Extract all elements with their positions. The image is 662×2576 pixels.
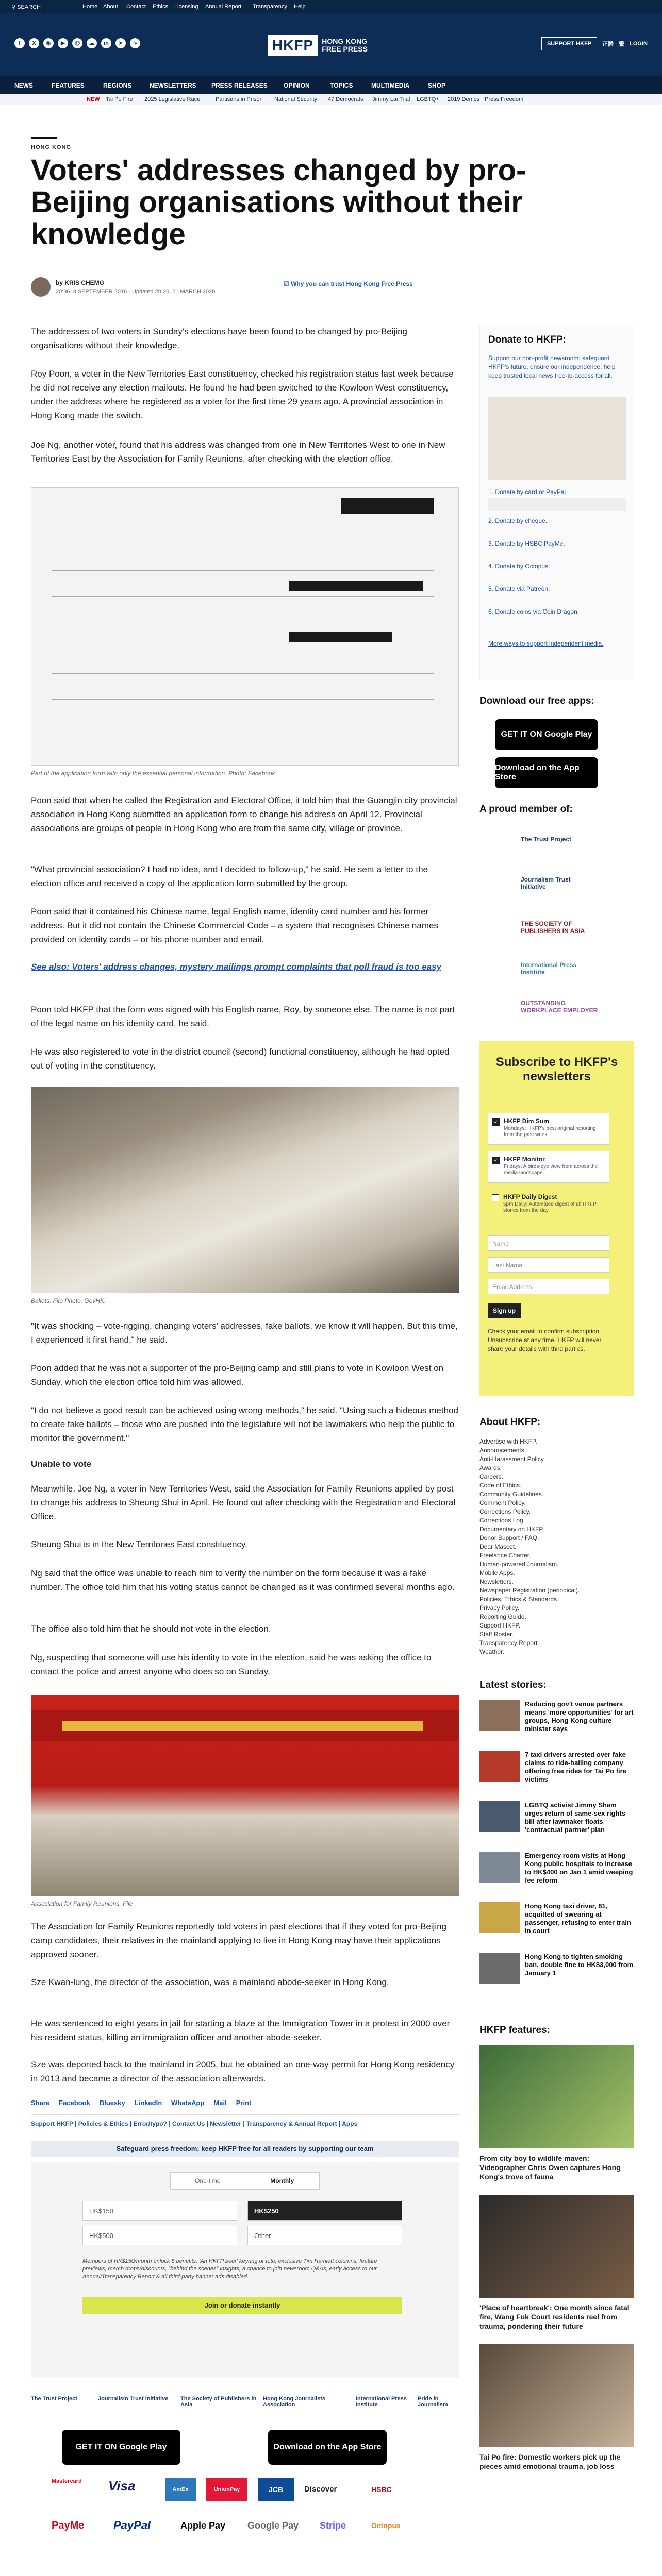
site-header xyxy=(0,13,662,76)
paragraph: Poon told HKFP that the form was signed with his English name, Roy, by someone else. The name is not part of the legal name on his identity card, he said. xyxy=(31,1005,455,1028)
top-link-transparency[interactable]: Transparency xyxy=(253,4,287,10)
feature-headline[interactable]: 'Place of heartbreak': One month since fatal fire, Wang Fuk Court residents reel from trauma, pondering their future xyxy=(479,2303,630,2330)
paypal-icon: PayPal xyxy=(113,2519,151,2532)
donate-option-octopus[interactable]: 4. Donate by Octopus. xyxy=(488,563,550,570)
join-button[interactable]: Join or donate instantly xyxy=(82,2297,402,2314)
association-photo xyxy=(31,1695,459,1896)
paragraph: Poon said that it contained his Chinese name, legal English name, identity card number and his former address. But it did not contain the Chinese Commercial Code – a system that recognises Chinese names provided on identity cards – or his phone number and email. xyxy=(31,907,438,944)
article-title: Voters' addresses changed by pro-Beijing organisations without their knowledge xyxy=(31,154,526,251)
paragraph: Meanwhile, Joe Ng, a voter in New Territories West, said the Association for Family Reunions applied by post to change his address to Sheung Shui in April. He found out after checking with the Registration and Electoral Office. xyxy=(31,1484,456,1521)
jti-logo[interactable]: Journalism Trust Initiative xyxy=(521,876,571,890)
about-link[interactable]: Comment Policy. xyxy=(479,1499,526,1506)
paragraph: Sze Kwan-lung, the director of the association, was a mainland abode-seeker in Hong Kong. xyxy=(31,1977,389,1987)
apps-title: Download our free apps: xyxy=(479,696,594,706)
ipi-logo: International Press Institute xyxy=(356,2396,407,2408)
see-also-link[interactable]: See also: Voters' address changes, mystery mailings prompt complaints that poll fraud is too easy xyxy=(31,962,442,972)
more-ways-link[interactable]: More ways to support independent media. xyxy=(488,640,604,647)
amount-option[interactable]: HK$500 xyxy=(82,2226,237,2245)
donate-option-payme[interactable]: 3. Donate by HSBC PayMe. xyxy=(488,540,565,547)
google-play-button[interactable]: GET IT ON Google Play xyxy=(495,719,598,750)
jti-logo: Journalism Trust Initiative xyxy=(98,2396,169,2402)
instagram-icon[interactable]: ◉ xyxy=(43,38,54,48)
donate-option-patreon[interactable]: 5. Donate via Patreon. xyxy=(488,585,550,592)
bluesky-icon[interactable]: ☁ xyxy=(87,38,97,48)
feature-headline[interactable]: Tai Po fire: Domestic workers pick up the pieces amid emotional trauma, job loss xyxy=(479,2453,621,2470)
newsletter-note: Check your email to confirm subscription. Unsubscribe at any time. HKFP will never share your details with third parties. xyxy=(488,1328,602,1352)
about-link[interactable]: Corrections Log. xyxy=(479,1517,525,1524)
paragraph: He was sentenced to eight years in jail for starting a blaze at the Immigration Tower in a protest in 2000 over his resident status, killing an immigration officer and another abode-seeker. xyxy=(31,2019,450,2042)
telegram-icon[interactable]: ➤ xyxy=(115,38,126,48)
google-pay-icon: Google Pay xyxy=(247,2520,299,2531)
about-link[interactable]: Mobile Apps. xyxy=(479,1569,515,1577)
kicker-rule xyxy=(31,137,57,139)
nav-regions[interactable]: REGIONS xyxy=(103,82,132,89)
image-caption: Association for Family Reunions. File xyxy=(31,1900,133,1907)
paragraph: Sze was deported back to the mainland in 2005, but he obtained an one-way permit for Hong Kong residency in 2013 and became a director of the association afterwards. xyxy=(31,2060,455,2083)
paragraph: Joe Ng, another voter, found that his address was changed from one in New Territories West to one in New Territories East by the Association for Family Reunions, after checking with the election office. xyxy=(31,440,445,464)
last-name-input[interactable]: Last Name xyxy=(488,1257,609,1273)
language-traditional[interactable]: 正體 xyxy=(602,41,614,47)
payment-methods xyxy=(31,2478,459,2561)
logo-text: HONG KONG FREE PRESS xyxy=(322,37,368,53)
feature-image[interactable] xyxy=(479,2195,634,2298)
top-link-annual-report[interactable]: Annual Report xyxy=(205,4,242,10)
paragraph: The office also told him that he should not vote in the election. xyxy=(31,1624,271,1634)
paragraph: "What provincial association? I had no idea, and I decided to follow-up," he said. He sent a letter to the election office and received a copy of the application form submitted by the group. xyxy=(31,865,428,888)
facebook-icon[interactable]: f xyxy=(14,38,25,48)
amount-option-selected[interactable]: HK$250 xyxy=(247,2201,402,2221)
top-link-ethics[interactable]: Ethics xyxy=(153,4,168,10)
pride-logo: Pride in Journalism xyxy=(418,2396,448,2408)
app-store-button[interactable]: Download on the App Store xyxy=(268,2430,387,2465)
nav-topics[interactable]: TOPICS xyxy=(330,82,353,89)
language-simplified[interactable]: 繁 xyxy=(619,41,625,47)
about-title: About HKFP: xyxy=(479,1417,541,1428)
google-play-button[interactable]: GET IT ON Google Play xyxy=(62,2430,180,2465)
nav-shop[interactable]: SHOP xyxy=(428,82,446,89)
about-link[interactable]: Careers. xyxy=(479,1473,504,1480)
paragraph: "It was shocking – vote-rigging, changing voters' addresses, fake ballots, we know it will happen. But this time, I experienced it first hand," he said. xyxy=(31,1321,458,1345)
share-facebook[interactable]: Facebook xyxy=(59,2099,90,2107)
paragraph: Roy Poon, a voter in the New Territories East constituency, checked his registration status last week because he did not receive any election mailouts. He found he had been switched to the Kowloon West constituency, under the address where he registered as a voter for the first time 29 years ago. A provincial association in Hong Kong made the switch. xyxy=(31,369,454,420)
image-caption: Part of the application form with only the essential personal information. Photo: Facebook. xyxy=(31,770,277,777)
ipi-logo[interactable]: International Press Institute xyxy=(521,961,577,976)
top-link-home[interactable]: Home xyxy=(82,4,98,10)
about-link[interactable]: Weather. xyxy=(479,1648,504,1655)
login-link[interactable]: LOGIN xyxy=(630,41,648,47)
trending-link[interactable]: National Security xyxy=(274,96,318,103)
donate-option-card[interactable]: 1. Donate by card or PayPal. xyxy=(488,488,568,496)
share-bluesky[interactable]: Bluesky xyxy=(99,2099,125,2107)
main-nav xyxy=(0,76,662,94)
paragraph: He was also registered to vote in the district council (second) functional constituency, although he had opted out of voting in the constituency. xyxy=(31,1047,450,1071)
about-link[interactable]: Human-powered Journalism. xyxy=(479,1561,559,1568)
one-time-tab[interactable]: One-time xyxy=(195,2177,221,2184)
trust-project-logo[interactable]: The Trust Project xyxy=(521,836,572,843)
support-links[interactable]: Support HKFP | Policies & Ethics | Error/typo? | Contact Us | Newsletter | Transparency & Annual Report | Apps xyxy=(31,2114,459,2127)
about-link[interactable]: Awards. xyxy=(479,1464,502,1471)
about-link[interactable]: Documentary on HKFP. xyxy=(479,1526,544,1533)
category-label[interactable]: HONG KONG xyxy=(31,144,72,150)
threads-icon[interactable]: @ xyxy=(72,38,82,48)
hkja-logo: Hong Kong Journalists Association xyxy=(263,2396,325,2408)
share-linkedin[interactable]: LinkedIn xyxy=(134,2099,162,2107)
outstanding-employer-logo[interactable]: OUTSTANDING WORKPLACE EMPLOYER xyxy=(521,999,598,1014)
member-title: A proud member of: xyxy=(479,804,573,815)
paragraph: The addresses of two voters in Sunday's elections have been found to be changed by pro-Beijing organisations without their knowledge. xyxy=(31,327,407,350)
sopa-logo[interactable]: THE SOCIETY OF PUBLISHERS IN ASIA xyxy=(521,920,585,935)
site-logo[interactable] xyxy=(268,35,368,56)
newsletter-box xyxy=(479,1041,634,1396)
latest-title: Latest stories: xyxy=(479,1680,547,1690)
unionpay-icon: UnionPay xyxy=(206,2478,247,2501)
trending-label: NEW xyxy=(87,96,100,103)
support-hkfp-button[interactable]: SUPPORT HKFP xyxy=(541,37,597,50)
octopus-icon: Octopus xyxy=(371,2521,401,2530)
top-link-help[interactable]: Help xyxy=(294,4,306,10)
header-actions xyxy=(541,37,648,50)
image-caption: Ballots. File Photo: GovHK. xyxy=(31,1297,106,1304)
about-link[interactable]: Support HKFP. xyxy=(479,1622,521,1629)
latest-item[interactable]: Reducing gov't venue partners means 'more opportunities' for art groups, Hong Kong culture minister says xyxy=(479,1700,634,1747)
latest-item[interactable]: LGBTQ activist Jimmy Sham urges return of same-sex rights bill after lawmaker floats 'contractual partner' plan xyxy=(479,1801,634,1848)
newsletter-title: Subscribe to HKFP's newsletters xyxy=(495,1055,618,1083)
stripe-icon: Stripe xyxy=(320,2520,346,2531)
x-icon[interactable]: X xyxy=(29,38,39,48)
card-logos xyxy=(488,498,626,511)
feature-headline[interactable]: From city boy to wildlife maven: Videographer Chris Owen captures Hong Kong's trove of fauna xyxy=(479,2154,621,2181)
first-name-input[interactable]: Name xyxy=(488,1235,609,1251)
trending-link[interactable]: Press Freedom xyxy=(485,96,524,103)
about-link[interactable]: Code of Ethics. xyxy=(479,1482,522,1489)
youtube-icon[interactable]: ▶ xyxy=(58,38,68,48)
nav-features[interactable]: FEATURES xyxy=(52,82,85,89)
newsletter-option-digest[interactable]: HKFP Daily Digest 5pm Daily: Automated digest of all HKFP stories from the day. xyxy=(488,1189,609,1221)
nav-opinion[interactable]: OPINION xyxy=(284,82,310,89)
paragraph: Poon said that when he called the Registration and Electoral Office, it told him that the Guangjin city provincial association in Hong Kong submitted an application form to change his address on April 12. Provincial associations are groups of people in Hong Kong who are from the same city, village or province. xyxy=(31,795,457,833)
article-dates: 20:36, 3 SEPTEMBER 2016 · Updated 20:20, 21 MARCH 2020 xyxy=(56,289,216,295)
share-label: Share xyxy=(31,2099,50,2107)
social-icons xyxy=(14,38,140,48)
about-link[interactable]: Corrections Policy. xyxy=(479,1508,531,1515)
feature-image[interactable] xyxy=(479,2344,634,2447)
trending-link[interactable]: 2025 Legislative Race xyxy=(144,96,201,103)
ballots-photo xyxy=(31,1087,459,1293)
latest-item[interactable]: Emergency room visits at Hong Kong public hospitals to increase to HK$400 on Jan 1 amid weeping fee reform xyxy=(479,1852,634,1898)
apple-pay-icon: Apple Pay xyxy=(180,2520,226,2531)
email-input[interactable]: Email Address xyxy=(488,1279,609,1294)
author-byline[interactable]: by KRIS CHEMG xyxy=(56,279,105,286)
feature-image[interactable] xyxy=(479,2045,634,2148)
top-link-about[interactable]: About xyxy=(103,4,118,10)
newsletter-option-monitor[interactable]: ✓ HKFP Monitor Fridays: A birds-eye view from across the media landscape. xyxy=(488,1151,609,1183)
about-link[interactable]: Policies, Ethics & Standards. xyxy=(479,1596,559,1603)
payme-icon: PayMe xyxy=(52,2520,85,2531)
about-link[interactable]: Community Guidelines. xyxy=(479,1490,544,1498)
share-whatsapp[interactable]: WhatsApp xyxy=(171,2099,205,2107)
top-link-contact[interactable]: Contact xyxy=(126,4,146,10)
member-logos-row xyxy=(31,2391,459,2411)
visa-icon: Visa xyxy=(108,2478,136,2494)
nav-news[interactable]: NEWS xyxy=(14,82,33,89)
paragraph: Ng said that the office was unable to reach him to verify the number on the form because it was a fake number. The office told him that his voting status cannot be changed as it was confirmed several months ago. xyxy=(31,1568,455,1592)
top-link-licensing[interactable]: Licensing xyxy=(174,4,198,10)
trending-link[interactable]: Partisans in Prison xyxy=(216,96,263,103)
latest-item[interactable]: 7 taxi drivers arrested over fake claims to ride-hailing company offering free rides for Tai Po fire victims xyxy=(479,1751,634,1797)
author-avatar xyxy=(31,277,51,297)
about-links xyxy=(479,1437,634,1664)
donation-widget xyxy=(31,2162,459,2378)
latest-list xyxy=(479,1700,634,2009)
support-banner: Safeguard press freedom; keep HKFP free for all readers by supporting our team xyxy=(31,2141,459,2157)
amex-icon: AmEx xyxy=(165,2478,196,2501)
frequency-toggle xyxy=(170,2172,320,2190)
jcb-icon: JCB xyxy=(258,2478,294,2501)
nav-multimedia[interactable]: MULTIMEDIA xyxy=(371,82,410,89)
top-utility-bar xyxy=(0,0,662,13)
trust-link[interactable]: ☑ Why you can trust Hong Kong Free Press xyxy=(284,280,413,287)
trending-link[interactable]: Jimmy Lai Trial xyxy=(372,96,410,103)
about-link[interactable]: Freelance Charter. xyxy=(479,1552,531,1559)
app-store-button[interactable]: Download on the App Store xyxy=(495,757,598,788)
signup-button[interactable]: Sign up xyxy=(488,1303,521,1318)
trending-link[interactable]: LGBTQ+ xyxy=(417,96,439,103)
trust-project-logo: The Trust Project xyxy=(31,2396,77,2402)
about-link[interactable]: Privacy Policy. xyxy=(479,1604,520,1612)
mastercard-icon: Mastercard xyxy=(52,2478,82,2484)
section-heading: Unable to vote xyxy=(31,1459,92,1469)
features-list xyxy=(479,2045,634,2561)
about-link[interactable]: Announcements. xyxy=(479,1447,526,1454)
donate-intro[interactable]: Support our non-profit newsroom: safeguard HKFP's future, ensure our independence, help keep trusted local news free-to-access for all. xyxy=(488,354,616,379)
nav-press-releases[interactable]: PRESS RELEASES xyxy=(211,82,268,89)
nav-newsletters[interactable]: NEWSLETTERS xyxy=(150,82,196,89)
about-link[interactable]: Newsletters. xyxy=(479,1578,514,1585)
about-link[interactable]: Transparency Report. xyxy=(479,1639,539,1647)
trending-link[interactable]: 47 Democrats xyxy=(328,96,363,103)
paragraph: Poon added that he was not a supporter of the pro-Beijing camp and still plans to vote in Kowloon West on Sunday, which the election office told him was allowed. xyxy=(31,1363,444,1387)
amount-option-other[interactable]: Other xyxy=(247,2226,402,2245)
newsletter-option-dimsum[interactable]: ✓ HKFP Dim Sum Mondays: HKFP's best original reporting from the past week. xyxy=(488,1113,609,1145)
donate-box xyxy=(479,325,634,680)
donate-option-cheque[interactable]: 2. Donate by cheque. xyxy=(488,517,548,524)
donate-option-coin-dragon[interactable]: 6. Donate coins via Coin Dragon. xyxy=(488,608,580,615)
about-link[interactable]: Reporting Guide. xyxy=(479,1613,526,1620)
hsbc-icon: HSBC xyxy=(371,2485,392,2494)
monthly-tab[interactable]: Monthly xyxy=(245,2173,320,2189)
paragraph: The Association for Family Reunions reportedly told voters in past elections that if they voted for pro-Beijing camp candidates, their relatives in the mainland applying to live in Hong Kong may have their applications approved sooner. xyxy=(31,1922,447,1959)
share-print[interactable]: Print xyxy=(236,2099,252,2107)
amount-option[interactable]: HK$150 xyxy=(82,2201,237,2221)
about-link[interactable]: Donor Support / FAQ. xyxy=(479,1534,539,1541)
about-link[interactable]: Anti-Harassment Policy. xyxy=(479,1455,545,1463)
rss-icon[interactable]: ∿ xyxy=(130,38,140,48)
share-mail[interactable]: Mail xyxy=(213,2099,227,2107)
trending-link[interactable]: 2019 Demos xyxy=(448,96,480,103)
trending-link[interactable]: Tai Po Fire xyxy=(106,96,133,103)
linkedin-icon[interactable]: in xyxy=(101,38,111,48)
about-link[interactable]: Staff Roster. xyxy=(479,1631,514,1638)
latest-item[interactable]: Hong Kong to tighten smoking ban, double fine to HK$3,000 from January 1 xyxy=(479,1953,634,1999)
sopa-logo: The Society of Publishers in Asia xyxy=(180,2396,257,2408)
donate-image xyxy=(488,397,626,480)
logo-mark: HKFP xyxy=(268,35,318,56)
donate-title: Donate to HKFP: xyxy=(488,334,566,345)
application-form-image xyxy=(31,487,459,766)
members-note: Members of HK$150/month unlock 8 benefits: 'An HKFP beer' keyring or tote, exclusive Tim Hamlett columns, feature previews, merch drops/discounts, "behind the scenes" insights, a chance to join newsroom Q&As, early access to our Annual/Transparency Report & all third-party banner ads disabled. xyxy=(82,2258,377,2280)
share-bar xyxy=(31,2099,459,2107)
about-link[interactable]: Advertise with HKFP. xyxy=(479,1438,537,1445)
paragraph: Ng, suspecting that someone will use his identity to vote in the election, said he was asking the office to contact the police and arrest anyone who does so on Sunday. xyxy=(31,1653,432,1676)
about-link[interactable]: Dear Mascot. xyxy=(479,1543,517,1550)
paragraph: "I do not believe a good result can be achieved using wrong methods," he said. "Using such a hideous method to create fake ballots – those who are pushed into the legislature will not be lawmakers who help the public to monitor the government." xyxy=(31,1405,458,1443)
discover-icon: Discover xyxy=(304,2485,337,2494)
trending-bar xyxy=(0,94,662,105)
paragraph: Sheung Shui is in the New Territories East constituency. xyxy=(31,1539,247,1549)
features-title: HKFP features: xyxy=(479,2025,550,2036)
search-link[interactable]: ⚲ SEARCH xyxy=(11,4,41,10)
latest-item[interactable]: Hong Kong taxi driver, 81, acquitted of swearing at passenger, refusing to enter train in court xyxy=(479,1902,634,1948)
about-link[interactable]: Newspaper Registration (periodical). xyxy=(479,1587,580,1594)
